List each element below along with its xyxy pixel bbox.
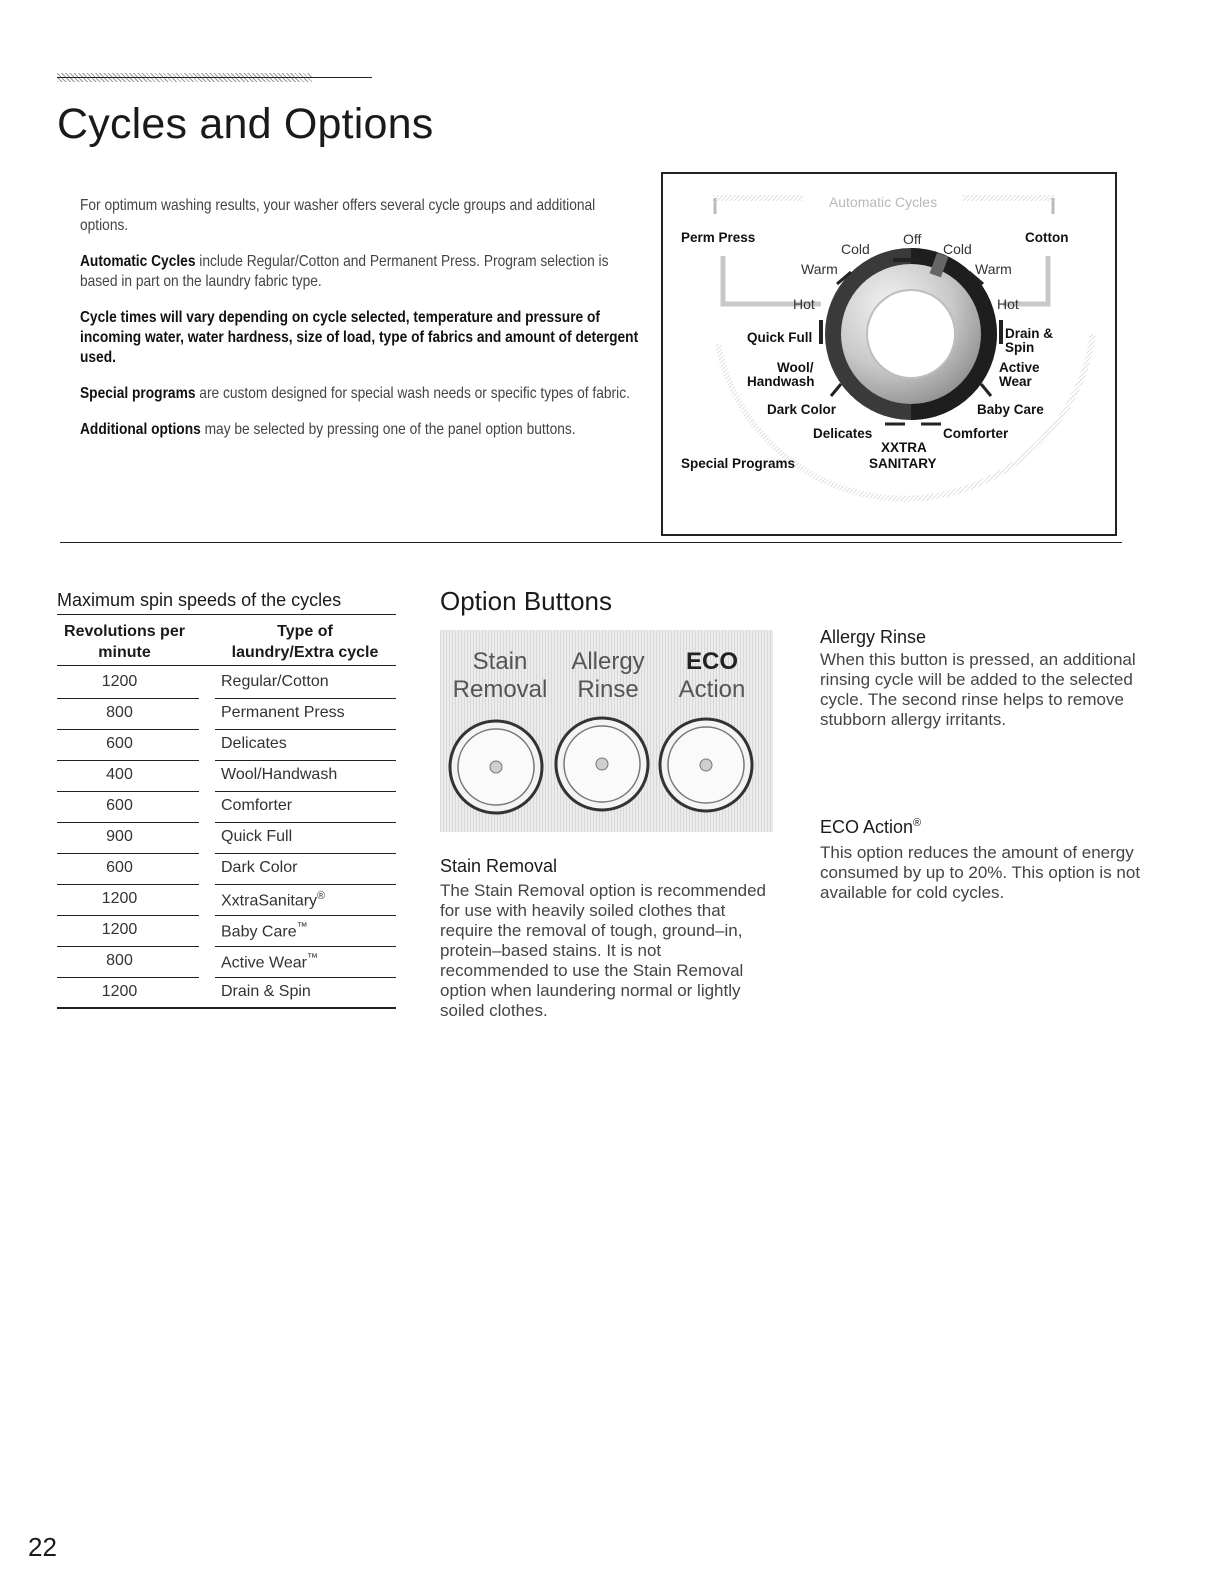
warm-right-label: Warm — [975, 261, 1012, 277]
additional-options-paragraph: Additional options may be selected by pressing one of the panel option buttons. — [80, 421, 576, 438]
automatic-cycles-label: Automatic Cycles — [828, 194, 938, 210]
rpm-cell: 1200 — [101, 983, 138, 1000]
dark-color-label: Dark Color — [767, 402, 837, 417]
cycle-dial-diagram — [661, 172, 1117, 536]
allergy-rinse-button-label: Allergy Rinse — [571, 648, 645, 703]
registered-mark: ® — [913, 817, 922, 829]
quick-full-label: Quick Full — [747, 330, 813, 345]
drain-spin-label-1: Drain & — [1005, 326, 1054, 341]
eco-action-heading: ECO Action® — [820, 817, 922, 837]
table-row — [57, 823, 396, 854]
allergy-rinse-button[interactable] — [556, 718, 648, 810]
hot-left-label: Hot — [793, 296, 815, 312]
trademark-mark: ™ — [296, 921, 308, 933]
rpm-cell: 600 — [106, 735, 133, 752]
off-label: Off — [903, 231, 922, 247]
wool-label-2: Handwash — [747, 374, 815, 389]
cold-left-label: Cold — [841, 241, 870, 257]
type-cell: Permanent Press — [221, 704, 345, 721]
option-buttons-title: Option Buttons — [440, 586, 612, 616]
special-programs-label: Special Programs — [681, 456, 796, 471]
table-row — [57, 854, 396, 885]
table-row — [57, 792, 396, 823]
header-rule — [57, 77, 372, 78]
stain-removal-description: The Stain Removal option is recommended for use with heavily soiled clothes that require the removal of tough, ground–in, protein–based stains. It is not recommended to use the Stain Removal option when laundering normal or lightly soiled clothes. — [440, 881, 766, 1020]
stain-removal-button[interactable] — [450, 721, 542, 813]
table-row — [57, 978, 396, 1009]
table-row — [57, 668, 396, 699]
table-row — [57, 885, 396, 916]
column-header-rpm: Revolutions per minute — [64, 623, 185, 661]
automatic-cycles-paragraph: Automatic Cycles include Regular/Cotton and Permanent Press. Program selection is based in part on the laundry fabric type. — [80, 253, 609, 290]
active-wear-label-2: Wear — [999, 374, 1032, 389]
intro-paragraph: For optimum washing results, your washer offers several cycle groups and additional options. — [80, 197, 596, 234]
type-cell: Regular/Cotton — [221, 673, 329, 690]
type-cell: XxtraSanitary® — [221, 890, 326, 910]
rpm-cell: 600 — [106, 797, 133, 814]
table-row — [57, 916, 396, 947]
page-title: Cycles and Options — [57, 100, 434, 148]
drain-spin-label-2: Spin — [1005, 340, 1035, 355]
spin-title-rule — [57, 614, 396, 615]
table-row — [57, 699, 396, 730]
xxtra-label: XXTRA — [881, 440, 927, 455]
table-row — [57, 761, 396, 792]
cold-right-label: Cold — [943, 241, 972, 257]
type-cell: Quick Full — [221, 828, 293, 845]
table-header-rule — [57, 665, 396, 666]
spin-table-title: Maximum spin speeds of the cycles — [57, 590, 342, 610]
rpm-cell: 600 — [106, 859, 133, 876]
cycle-times-paragraph: Cycle times will vary depending on cycle selected, temperature and pressure of incoming water, water hardness, size of load, type of fabrics and amount of detergent used. — [80, 309, 639, 366]
eco-action-description: This option reduces the amount of energy consumed by up to 20%. This option is not available for cold cycles. — [820, 843, 1141, 902]
section-divider — [60, 542, 1122, 543]
baby-care-label: Baby Care — [977, 402, 1044, 417]
rpm-cell: 800 — [106, 952, 133, 969]
type-cell: Drain & Spin — [221, 983, 311, 1000]
table-row — [57, 947, 396, 978]
table-row — [57, 730, 396, 761]
type-cell: Delicates — [221, 735, 287, 752]
delicates-label: Delicates — [813, 426, 873, 441]
eco-action-button[interactable] — [660, 719, 752, 811]
trademark-mark: ™ — [306, 952, 318, 964]
type-cell: Baby Care™ — [221, 921, 308, 941]
rpm-cell: 1200 — [101, 921, 138, 938]
eco-action-button-label: ECO Action — [678, 648, 746, 703]
active-wear-label-1: Active — [999, 360, 1040, 375]
type-cell: Active Wear™ — [221, 952, 318, 972]
cotton-label: Cotton — [1025, 230, 1069, 245]
sanitary-label: SANITARY — [869, 456, 937, 471]
option-button-panel — [440, 630, 773, 832]
intro-text — [80, 196, 640, 456]
special-programs-paragraph: Special programs are custom designed for special wash needs or specific types of fabric. — [80, 385, 630, 402]
rpm-cell: 1200 — [101, 673, 138, 690]
rpm-cell: 900 — [106, 828, 133, 845]
type-cell: Dark Color — [221, 859, 298, 876]
trademark-mark: ® — [317, 890, 326, 902]
rpm-cell: 1200 — [101, 890, 138, 907]
row-rule — [57, 1007, 396, 1009]
spin-table-body — [57, 668, 396, 1009]
column-header-type: Type of laundry/Extra cycle — [231, 623, 379, 661]
stain-removal-heading: Stain Removal — [440, 856, 558, 876]
allergy-rinse-description: When this button is pressed, an additional rinsing cycle will be added to the selected cycle. The second rinse helps to remove stubborn allergy irritants. — [820, 650, 1136, 729]
allergy-rinse-heading: Allergy Rinse — [820, 627, 927, 647]
type-cell: Comforter — [221, 797, 293, 814]
stain-removal-button-label: Stain Removal — [452, 648, 548, 703]
type-cell: Wool/Handwash — [221, 766, 338, 783]
button-graphics — [440, 630, 773, 832]
warm-left-label: Warm — [801, 261, 838, 277]
rpm-cell: 800 — [106, 704, 133, 721]
rpm-cell: 400 — [106, 766, 133, 783]
hot-right-label: Hot — [997, 296, 1019, 312]
dial-illustration — [663, 174, 1119, 538]
perm-press-label: Perm Press — [681, 230, 756, 245]
wool-label-1: Wool/ — [777, 360, 814, 375]
page-number: 22 — [28, 1532, 57, 1562]
comforter-label: Comforter — [943, 426, 1009, 441]
